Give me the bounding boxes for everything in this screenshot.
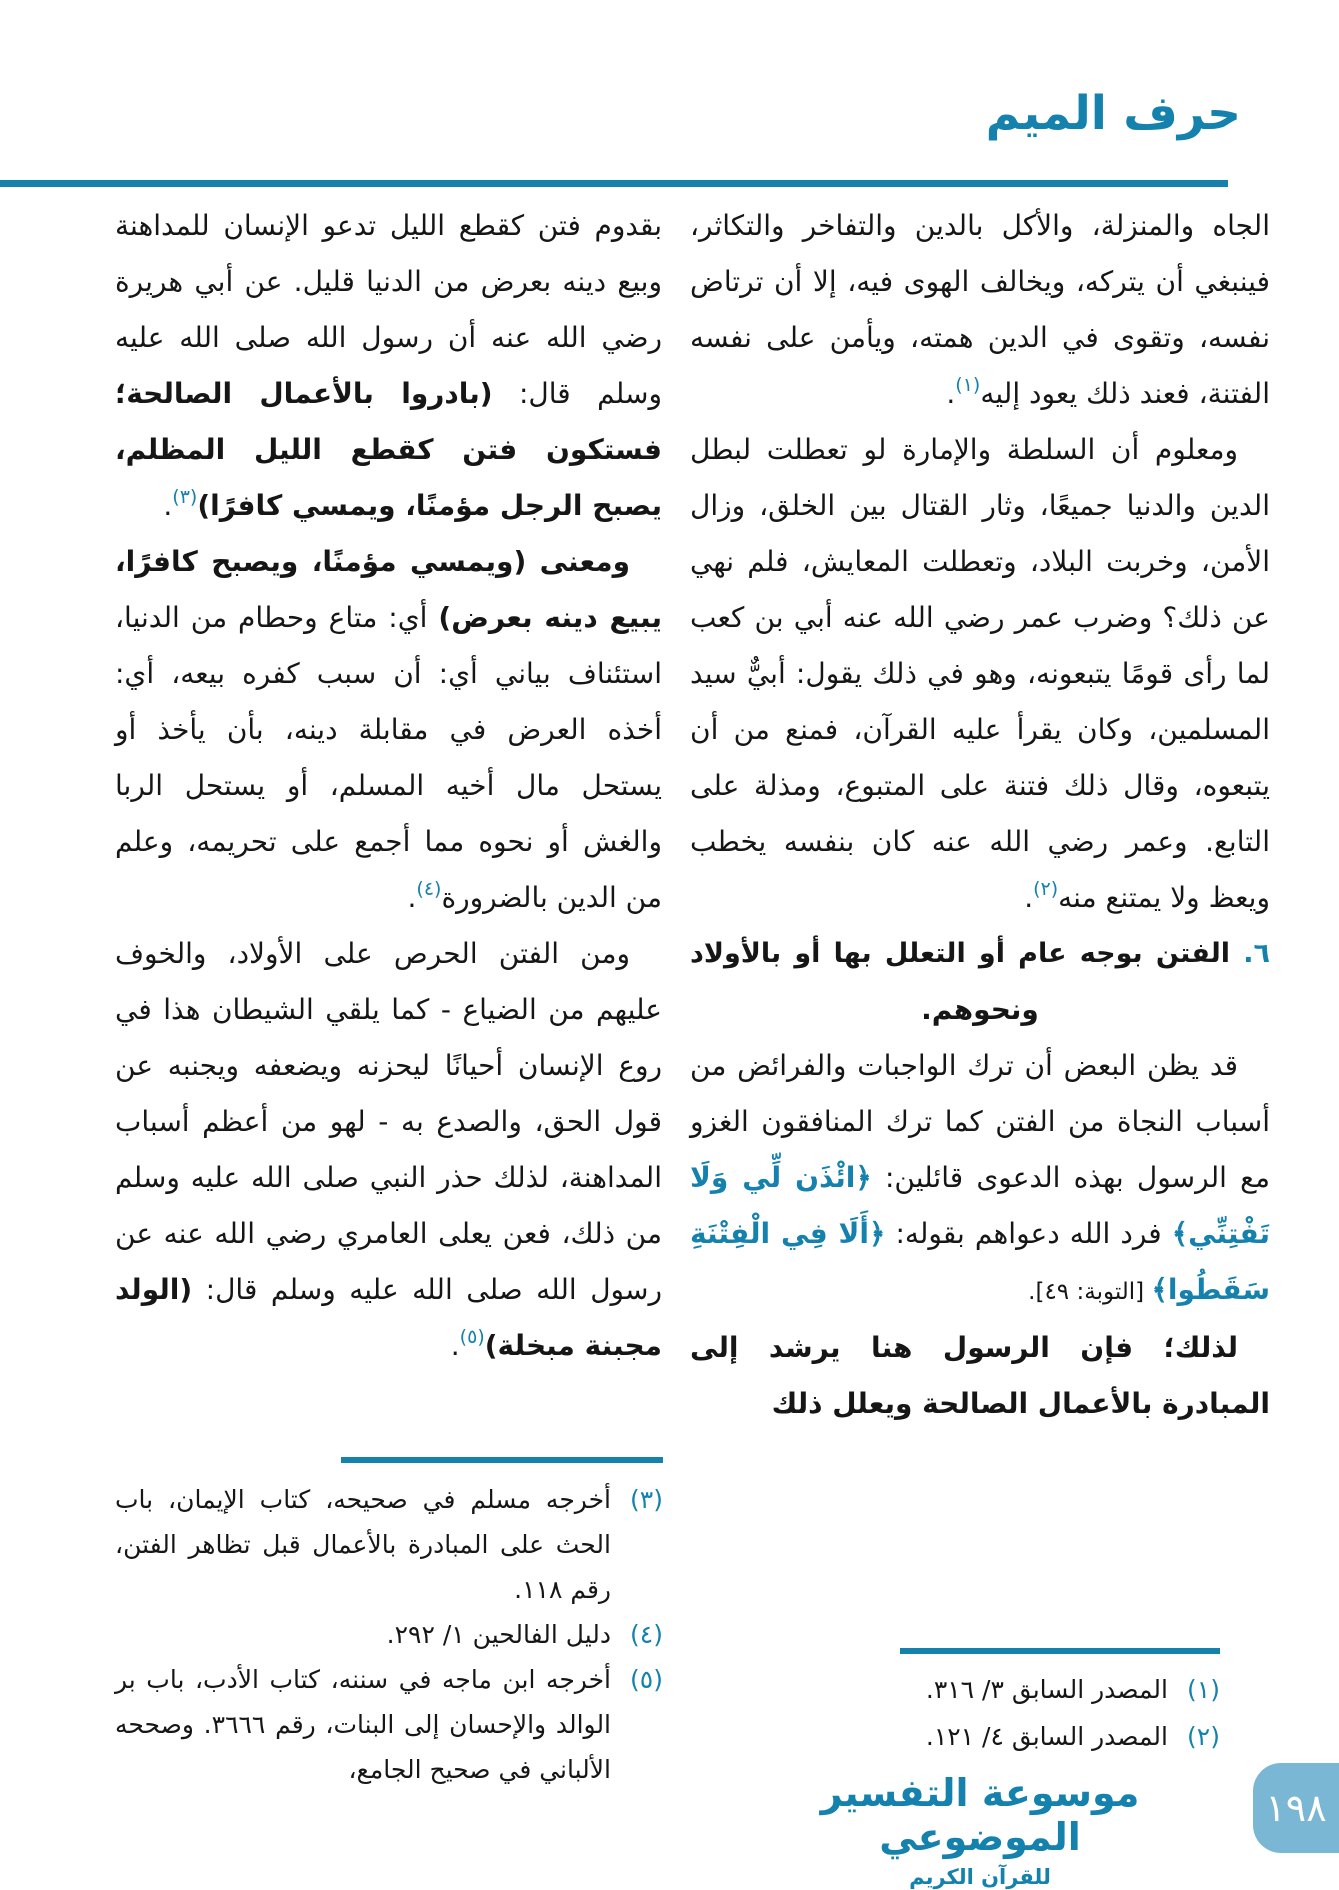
paragraph-text: بقدوم فتن كقطع الليل تدعو الإنسان للمداهنة وبيع دينه بعرض من الدنيا قليل. عن أبي هريرة رضي الله عنه أن رسول الله صلى الله عليه وسلم قال:	[115, 209, 662, 410]
section-heading	[690, 926, 1270, 982]
footnote-item	[115, 1612, 663, 1657]
body-paragraph	[115, 198, 662, 534]
period: .	[163, 489, 173, 522]
paragraph-text: أي: متاع وحطام من الدنيا، استئناف بياني أي: أن سبب كفره بيعه، أي: أخذه العرض في مقابلة دينه، بأن يأخذ أو يستحل مال أخيه المسلم، أو يستحل الربا والغش أو نحوه مما أجمع على تحريمه، وعلم من الدين بالضرورة	[115, 601, 662, 914]
footnote-text: أخرجه ابن ماجه في سننه، كتاب الأدب، باب بر الوالد والإحسان إلى البنات، رقم ٣٦٦٦. وصححه الألباني في صحيح الجامع،	[115, 1665, 612, 1784]
footnote-reference: (٥)	[459, 1326, 485, 1348]
footnote-marker: (٥)	[630, 1665, 663, 1694]
footnote-item	[115, 1477, 663, 1612]
publisher-logo-subtitle: للقرآن الكريم	[909, 1865, 1051, 1890]
section-heading-continuation: ونحوهم.	[921, 993, 1039, 1026]
body-paragraph	[690, 422, 1270, 926]
body-paragraph	[690, 198, 1270, 422]
section-heading-text: الفتن بوجه عام أو التعلل بها أو بالأولاد	[690, 938, 1231, 969]
body-paragraph	[115, 534, 662, 926]
footnote-reference: (٤)	[416, 878, 442, 900]
footnote-text: دليل الفالحين ١/ ٢٩٢.	[386, 1620, 611, 1649]
hadith-text: (الولد مجبنة مبخلة)	[115, 1273, 662, 1362]
section-number: ٦.	[1243, 938, 1270, 969]
footnote-item	[900, 1713, 1220, 1760]
paragraph-text: فرد الله دعواهم بقوله:	[885, 1217, 1172, 1250]
footnote-reference: (٢)	[1033, 878, 1059, 900]
period: .	[946, 377, 956, 410]
footnote-reference: (٣)	[172, 486, 198, 508]
footnotes-left	[115, 1457, 663, 1792]
footnote-text: المصدر السابق ٤/ ١٢١.	[925, 1722, 1168, 1751]
period: .	[1024, 881, 1034, 914]
period: .	[450, 1329, 460, 1362]
text-columns	[115, 198, 1270, 1432]
page-number: ١٩٨	[1265, 1786, 1327, 1830]
page-number-tab	[1253, 1763, 1339, 1853]
footnote-item	[115, 1657, 663, 1792]
footnote-marker: (٣)	[630, 1485, 663, 1514]
footnotes-right	[900, 1648, 1220, 1760]
footnotes-divider	[341, 1457, 663, 1463]
footnote-marker: (٤)	[630, 1620, 663, 1649]
period: .	[407, 881, 417, 914]
publisher-logo-title: موسوعة التفسير الموضوعي	[820, 1771, 1140, 1859]
header-divider	[0, 180, 1228, 187]
footnote-item	[900, 1666, 1220, 1713]
footnotes-divider	[900, 1648, 1220, 1654]
footnote-marker: (١)	[1187, 1675, 1220, 1704]
paragraph-text: ومعنى	[526, 545, 630, 578]
body-paragraph	[115, 926, 662, 1374]
paragraph-text: قد يظن البعض أن ترك الواجبات والفرائض من أسباب النجاة من الفتن كما ترك المنافقون الغزو مع الرسول بهذه الدعوى قائلين:	[690, 1049, 1270, 1194]
footnote-text: المصدر السابق ٣/ ٣١٦.	[925, 1675, 1168, 1704]
hadith-text: (ويمسي مؤمنًا، ويصبح كافرًا، يبيع دينه بعرض)	[115, 545, 662, 634]
footnote-marker: (٢)	[1187, 1722, 1220, 1751]
quran-quote: ﴿أَلَا فِي الْفِتْنَةِ سَقَطُوا﴾	[690, 1217, 1270, 1306]
footnote-text: أخرجه مسلم في صحيحه، كتاب الإيمان، باب الحث على المبادرة بالأعمال قبل تظاهر الفتن، رقم ١١٨.	[115, 1485, 611, 1604]
body-paragraph: لذلك؛ فإن الرسول هنا يرشد إلى المبادرة بالأعمال الصالحة ويعلل ذلك	[690, 1331, 1270, 1420]
verse-citation: [التوبة: ٤٩].	[1028, 1279, 1152, 1305]
quran-quote: ﴿ائْذَن لِّي وَلَا تَفْتِنِّي﴾	[690, 1161, 1270, 1250]
hadith-text: (بادروا بالأعمال الصالحة؛ فستكون فتن كقطع الليل المظلم، يصبح الرجل مؤمنًا، ويمسي كافرًا)	[115, 377, 662, 522]
chapter-title: حرف الميم	[985, 86, 1241, 141]
footnote-reference: (١)	[955, 374, 981, 396]
publisher-logo	[760, 1772, 1200, 1889]
paragraph-text: ومن الفتن الحرص على الأولاد، والخوف عليهم من الضياع - كما يلقي الشيطان هذا في روع الإنسان أحيانًا ليحزنه ويضعفه ويجنبه عن قول الحق، والصدع به - لهو من أعظم أسباب المداهنة، لذلك حذر النبي صلى الله عليه وسلم من ذلك، فعن يعلى العامري رضي الله عنه عن رسول الله صلى الله عليه وسلم قال:	[115, 937, 662, 1306]
paragraph-text: الجاه والمنزلة، والأكل بالدين والتفاخر والتكاثر، فينبغي أن يتركه، ويخالف الهوى فيه، إلا أن ترتاض نفسه، وتقوى في الدين همته، ويأمن على نفسه الفتنة، فعند ذلك يعود إليه	[690, 209, 1270, 410]
column-right	[690, 198, 1270, 1432]
column-left	[115, 198, 662, 1432]
paragraph-text: ومعلوم أن السلطة والإمارة لو تعطلت لبطل الدين والدنيا جميعًا، وثار القتال بين الخلق، وزال الأمن، وخربت البلاد، وتعطلت المعايش، فلم نهي عن ذلك؟ وضرب عمر رضي الله عنه أبي بن كعب لما رأى قومًا يتبعونه، وهو في ذلك يقول: أبيٌّ سيد المسلمين، وكان يقرأ عليه القرآن، فمنع من أن يتبعوه، وقال ذلك فتنة على المتبوع، ومذلة على التابع. وعمر رضي الله عنه كان بنفسه يخطب ويعظ ولا يمتنع منه	[690, 433, 1270, 914]
body-paragraph	[690, 1038, 1270, 1320]
